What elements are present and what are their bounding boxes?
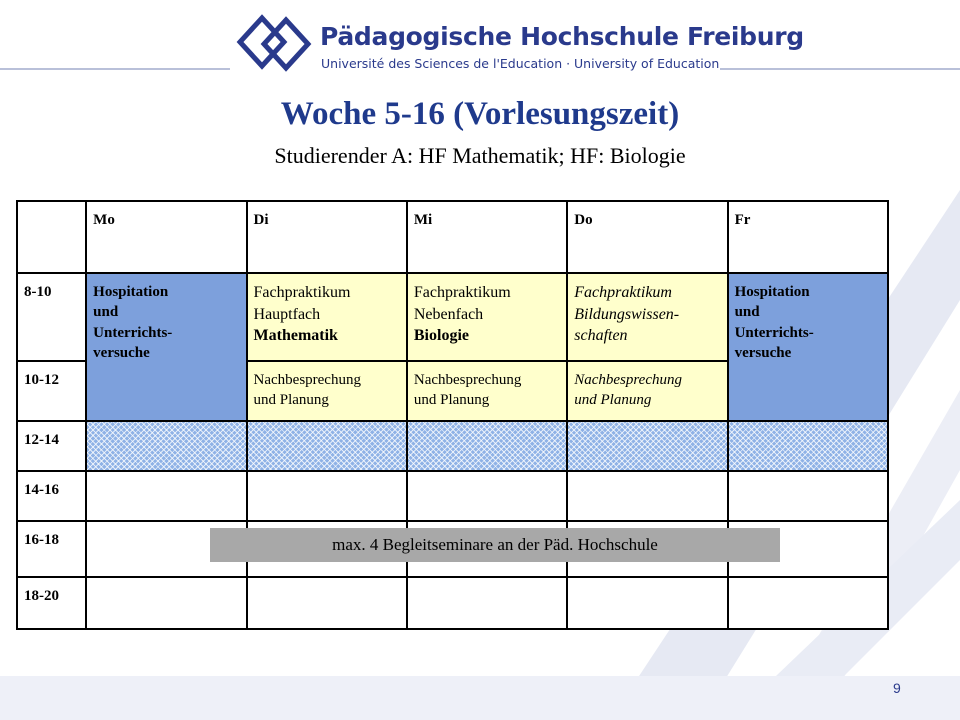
brand-title: Pädagogische Hochschule Freiburg [320,22,804,51]
time-label: 18-20 [17,577,86,629]
cell-line: Bildungswissen- [574,305,680,323]
row-14-16 [17,471,888,521]
day-header-mo: Mo [86,201,246,273]
mi-nachbesprechung [407,361,567,421]
lunch-cell [567,421,727,471]
cell-line: Fachpraktikum [413,284,511,301]
lunch-cell [728,421,888,471]
day-header-di: Di [247,201,407,273]
lunch-cell [247,421,407,471]
empty-cell [728,577,888,629]
schedule-table [16,200,889,630]
block-line: Unterrichts- [93,324,173,341]
fr-hospitation-block [728,273,888,421]
cell-line: Fachpraktikum [574,284,672,301]
block-line: Unterrichts- [734,324,814,341]
cell-line: Nachbesprechung [574,372,682,388]
empty-cell [247,577,407,629]
footer-bar [0,676,960,720]
corner-cell [17,201,86,273]
row-18-20 [17,577,888,629]
lunch-cell [86,421,246,471]
block-line: und [734,304,760,321]
do-nachbesprechung [567,361,727,421]
cell-line: und Planung [253,392,329,409]
empty-cell [407,577,567,629]
di-nachbesprechung [247,361,407,421]
cell-line: schaften [574,327,628,345]
block-line: Hospitation [93,284,169,300]
time-label: 10-12 [17,361,86,421]
brand-subtitle: Université des Sciences de l'Education · University of Education [321,56,720,71]
block-line: Hospitation [734,284,810,300]
time-label: 8-10 [17,273,86,361]
cell-line-bold: Mathematik [253,327,338,345]
slide-subtitle: Studierender A: HF Mathematik; HF: Biologie [274,143,686,168]
page-number: 9 [893,680,901,696]
row-8-10 [17,273,888,361]
cell-line: Nachbesprechung [413,372,522,388]
cell-line: und Planung [413,392,490,409]
empty-cell [86,577,246,629]
time-label: 12-14 [17,421,86,471]
empty-cell [567,471,727,521]
do-fachpraktikum [567,273,727,361]
time-label: 16-18 [17,521,86,577]
slide-title: Woche 5-16 (Vorlesungszeit) [280,96,680,132]
empty-cell [407,471,567,521]
empty-cell [728,471,888,521]
day-header-mi: Mi [407,201,567,273]
empty-cell [86,471,246,521]
cell-line: Nebenfach [413,305,484,323]
cell-line: und Planung [574,392,652,409]
day-header-fr: Fr [728,201,888,273]
day-header-do: Do [567,201,727,273]
row-12-14 [17,421,888,471]
header-row [17,201,888,273]
cell-line: Fachpraktikum [253,284,351,301]
block-line: versuche [734,344,792,361]
block-line: versuche [93,344,150,361]
cell-line: Hauptfach [253,305,321,323]
block-line: und [93,304,119,321]
cell-line-bold: Biologie [413,327,469,345]
empty-cell [247,471,407,521]
di-fachpraktikum [247,273,407,361]
mi-fachpraktikum [407,273,567,361]
time-label: 14-16 [17,471,86,521]
lunch-cell [407,421,567,471]
mo-hospitation-block [86,273,246,421]
empty-cell [567,577,727,629]
begleitseminare-banner: max. 4 Begleitseminare an der Päd. Hochschule [210,528,780,562]
cell-line: Nachbesprechung [253,372,361,388]
